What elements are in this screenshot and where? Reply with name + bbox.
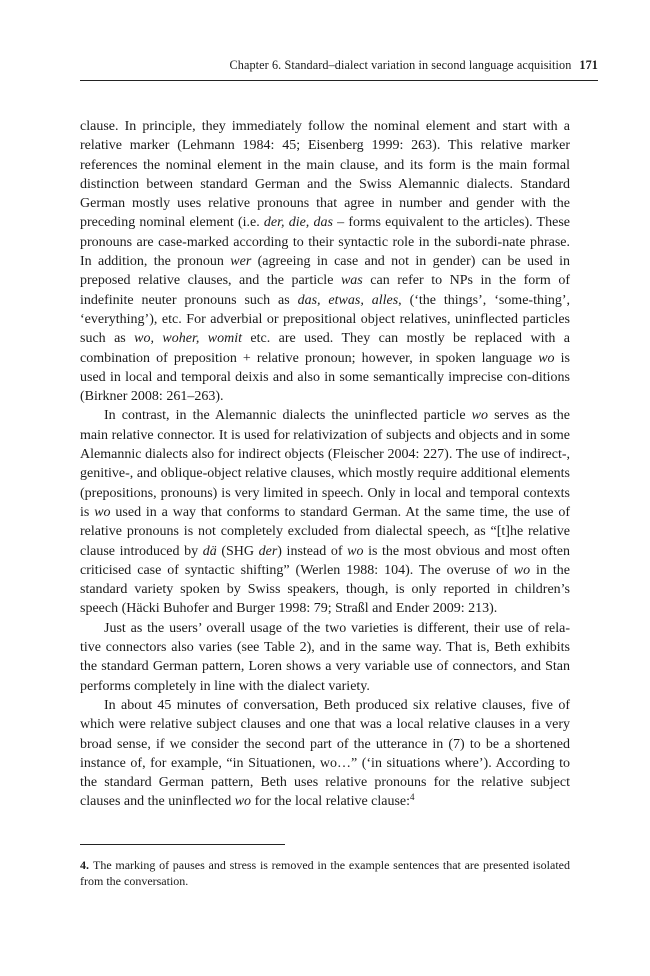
running-head (80, 58, 598, 73)
text-segment: serves as the main relative connector. It is used for relativization of subjects and objects and in some Alemannic dialects also for indirect objects (Fleischer 2004: 227). The use of indirect-, genitive-, and oblique-object relative clauses, which mostly require additional elements (prepositions, pronouns) is very limited in speech. Only in local and temporal contexts is (80, 408, 570, 520)
text-segment: is the most obvious and most often criticised case of syntactic shifting” (Werlen 1988: 104). The overuse of (80, 543, 570, 578)
italic-term: wo (94, 504, 111, 520)
text-segment: (agreeing in case and not in gender) can be used in preposed relative clauses, and the particle (80, 254, 571, 289)
italic-term: was (340, 273, 363, 289)
text-segment: is used in local and temporal deixis and also in some semantically imprecise con-ditions (Birkner 2008: 261–263). (80, 350, 570, 405)
page-number: 171 (579, 58, 598, 72)
footnote (80, 857, 570, 890)
italic-term: wo (513, 562, 531, 578)
body-text (80, 117, 570, 812)
footnote-number: 4. (80, 858, 89, 872)
text-segment: , (‘the things’, ‘some-thing’, ‘everything’), etc. For adverbial or prepositional object relatives, uninflected particles such as (80, 292, 571, 347)
italic-term: wo (347, 543, 364, 559)
italic-term: wer (230, 254, 252, 270)
paragraph-3 (80, 619, 570, 696)
paragraph-1 (80, 117, 570, 406)
header-rule (80, 80, 598, 81)
text-segment: – forms equivalent to the articles). These pronouns are case-marked according to their syntactic role in the subordi-nate phrase. In addition, the pronoun (80, 215, 570, 270)
italic-term: der (258, 543, 278, 559)
italic-term: der, die, das (263, 215, 333, 231)
footnote-rule (80, 844, 285, 845)
paragraph-2 (80, 406, 570, 618)
text-segment: used in a way that conforms to standard German. At the same time, the use of relative pronouns is not completely excluded from dialectal speech, as “[t]he relative clause introduced by (80, 504, 570, 559)
italic-term: wo (538, 350, 555, 366)
text-segment: etc. are used. They can mostly be replaced with a combination of preposition + relative pronoun; however, in spoken language (80, 331, 570, 366)
paragraph-4 (80, 696, 570, 812)
running-title: Chapter 6. Standard–dialect variation in second language acquisition (229, 58, 572, 72)
italic-term: dä (202, 543, 217, 559)
text-segment: in the standard variety spoken by Swiss speakers, though, is only reported in children’s speech (Häcki Buhofer and Burger 1998: 79; Straßl and Ender 2009: 213). (80, 562, 570, 617)
text-segment: (SHG (216, 543, 259, 559)
text-segment: In contrast, in the Alemannic dialects the uninflected particle (104, 408, 472, 424)
text-segment: for the local relative clause: (251, 794, 411, 810)
italic-term: wo, woher, womit (134, 331, 242, 347)
italic-term: wo (234, 794, 252, 810)
italic-term: wo (471, 408, 488, 424)
text-segment: clause. In principle, they immediately follow the nominal element and start with a relative marker (Lehmann 1984: 45; Eisenberg 1999: 263). This relative marker references the nominal element in the main clause, and its form is the main formal distinction between standard German and the Swiss Alemannic dialects. Standard German mostly uses relative pronouns that agree in number and gender with the preceding nominal element (i.e. (80, 119, 570, 231)
text-segment: Just as the users’ overall usage of the two varieties is different, their use of rela-tive connectors also varies (see Table 2), and in the same way. That is, Beth exhibits the standard German pattern, Loren shows a very variable use of connectors, and Stan performs completely in line with the dialect variety. (80, 620, 570, 694)
footnote-text: The marking of pauses and stress is removed in the example sentences that are presented isolated from the conversation. (80, 858, 570, 889)
text-segment: can refer to NPs in the form of indefinite neuter pronouns such as (80, 273, 570, 308)
text-segment: In about 45 minutes of conversation, Beth produced six relative clauses, five of which were relative subject clauses and one that was a local relative clauses in a very broad sense, if we consider the second part of the utterance in (7) to be a shortened instance of, for example, “in Situationen, wo…” (‘in situations where’). According to the standard German pattern, Beth uses relative pronouns for the relative subject clauses and the uninflected (80, 697, 570, 810)
footnote-ref[interactable]: 4 (410, 792, 415, 803)
italic-term: das, etwas, alles (297, 292, 399, 308)
text-segment: ) instead of (277, 543, 348, 559)
